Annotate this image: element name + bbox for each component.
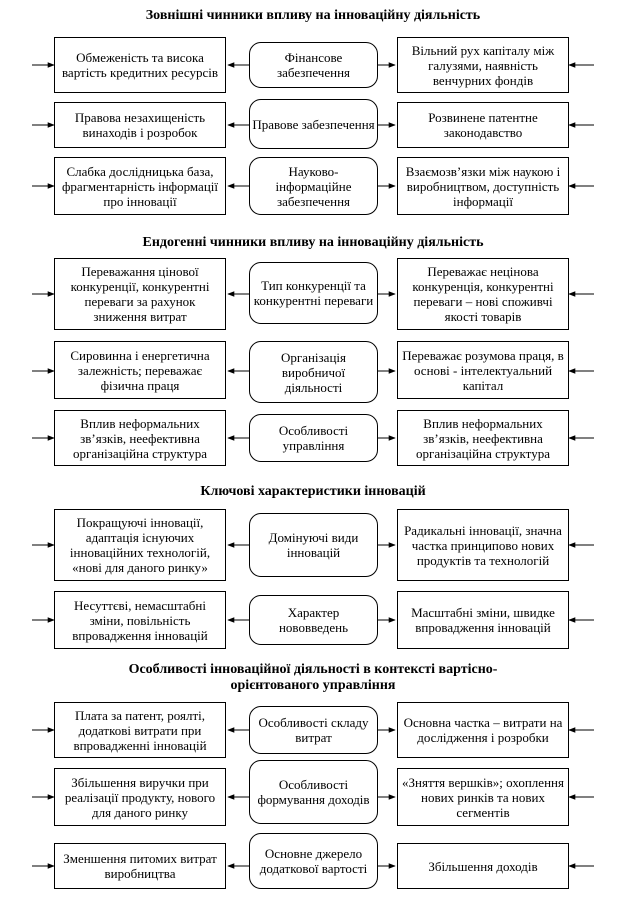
s2-r3-right-box: Вплив неформальних зв’язків, неефективна організаційна структура bbox=[397, 410, 569, 466]
s1-r1-right-box: Вільний рух капіталу між галузями, наявність венчурних фондів bbox=[397, 37, 569, 93]
s2-r2-left-box: Сировинна і енергетична залежність; переважає фізична праця bbox=[54, 341, 226, 399]
s1-r2-right-box: Розвинене патентне законодавство bbox=[397, 102, 569, 148]
s2-r1-left-box: Переважання цінової конкуренції, конкурентні переваги за рахунок зниження витрат bbox=[54, 258, 226, 330]
s3-r2-right-box: Масштабні зміни, швидке впровадження інновацій bbox=[397, 591, 569, 649]
s4-r2-left-box: Збільшення виручки при реалізації продукту, нового для даного ринку bbox=[54, 768, 226, 826]
section-4-title-text: Особливості інноваційної діяльності в контексті вартісно-орієнтованого управління bbox=[128, 662, 498, 693]
s3-r2-center-box: Характер нововведень bbox=[249, 595, 378, 645]
s2-r2-right-box: Переважає розумова праця, в основі - інтелектуальний капітал bbox=[397, 341, 569, 399]
s1-r1-left-box: Обмеженість та висока вартість кредитних ресурсів bbox=[54, 37, 226, 93]
s2-r3-center-box: Особливості управління bbox=[249, 414, 378, 462]
s4-r3-left-box: Зменшення питомих витрат виробництва bbox=[54, 843, 226, 889]
section-1-title: Зовнішні чинники впливу на інноваційну діяльність bbox=[145, 8, 481, 23]
s3-r1-center-box: Домінуючі види інновацій bbox=[249, 513, 378, 577]
s4-r1-right-box: Основна частка – витрати на дослідження і розробки bbox=[397, 702, 569, 758]
s4-r2-right-box: «Зняття вершків»; охоплення нових ринків та нових сегментів bbox=[397, 768, 569, 826]
section-4-title bbox=[0, 662, 626, 694]
s1-r3-center-box: Науково-інформаційне забезпечення bbox=[249, 157, 378, 215]
s2-r3-left-box: Вплив неформальних зв’язків, неефективна організаційна структура bbox=[54, 410, 226, 466]
s3-r1-right-box: Радикальні інновації, значна частка принципово нових продуктів та технологій bbox=[397, 509, 569, 581]
s4-r1-left-box: Плата за патент, роялті, додаткові витрати при впровадженні інновацій bbox=[54, 702, 226, 758]
s2-r2-center-box: Організація виробничої діяльності bbox=[249, 341, 378, 403]
s4-r2-center-box: Особливості формування доходів bbox=[249, 760, 378, 824]
s3-r1-left-box: Покращуючі інновації, адаптація існуючих інноваційних технологій, «нові для даного ринку» bbox=[54, 509, 226, 581]
section-2-title: Ендогенні чинники впливу на інноваційну діяльність bbox=[142, 235, 484, 250]
s1-r3-right-box: Взаємозв’язки між наукою і виробництвом, доступність інформації bbox=[397, 157, 569, 215]
s1-r2-center-box: Правове забезпечення bbox=[249, 99, 378, 149]
s4-r1-center-box: Особливості складу витрат bbox=[249, 706, 378, 754]
s1-r2-left-box: Правова незахищеність винаходів і розробок bbox=[54, 102, 226, 148]
s2-r1-center-box: Тип конкуренції та конкурентні переваги bbox=[249, 262, 378, 324]
s4-r3-right-box: Збільшення доходів bbox=[397, 843, 569, 889]
s4-r3-center-box: Основне джерело додаткової вартості bbox=[249, 833, 378, 889]
s1-r1-center-box: Фінансове забезпечення bbox=[249, 42, 378, 88]
s2-r1-right-box: Переважає нецінова конкуренція, конкурентні переваги – нові споживчі якості товарів bbox=[397, 258, 569, 330]
s1-r3-left-box: Слабка дослідницька база, фрагментарність інформації про інновації bbox=[54, 157, 226, 215]
section-3-title: Ключові характеристики інновацій bbox=[200, 484, 426, 499]
s3-r2-left-box: Несуттєві, немасштабні зміни, повільність впровадження інновацій bbox=[54, 591, 226, 649]
